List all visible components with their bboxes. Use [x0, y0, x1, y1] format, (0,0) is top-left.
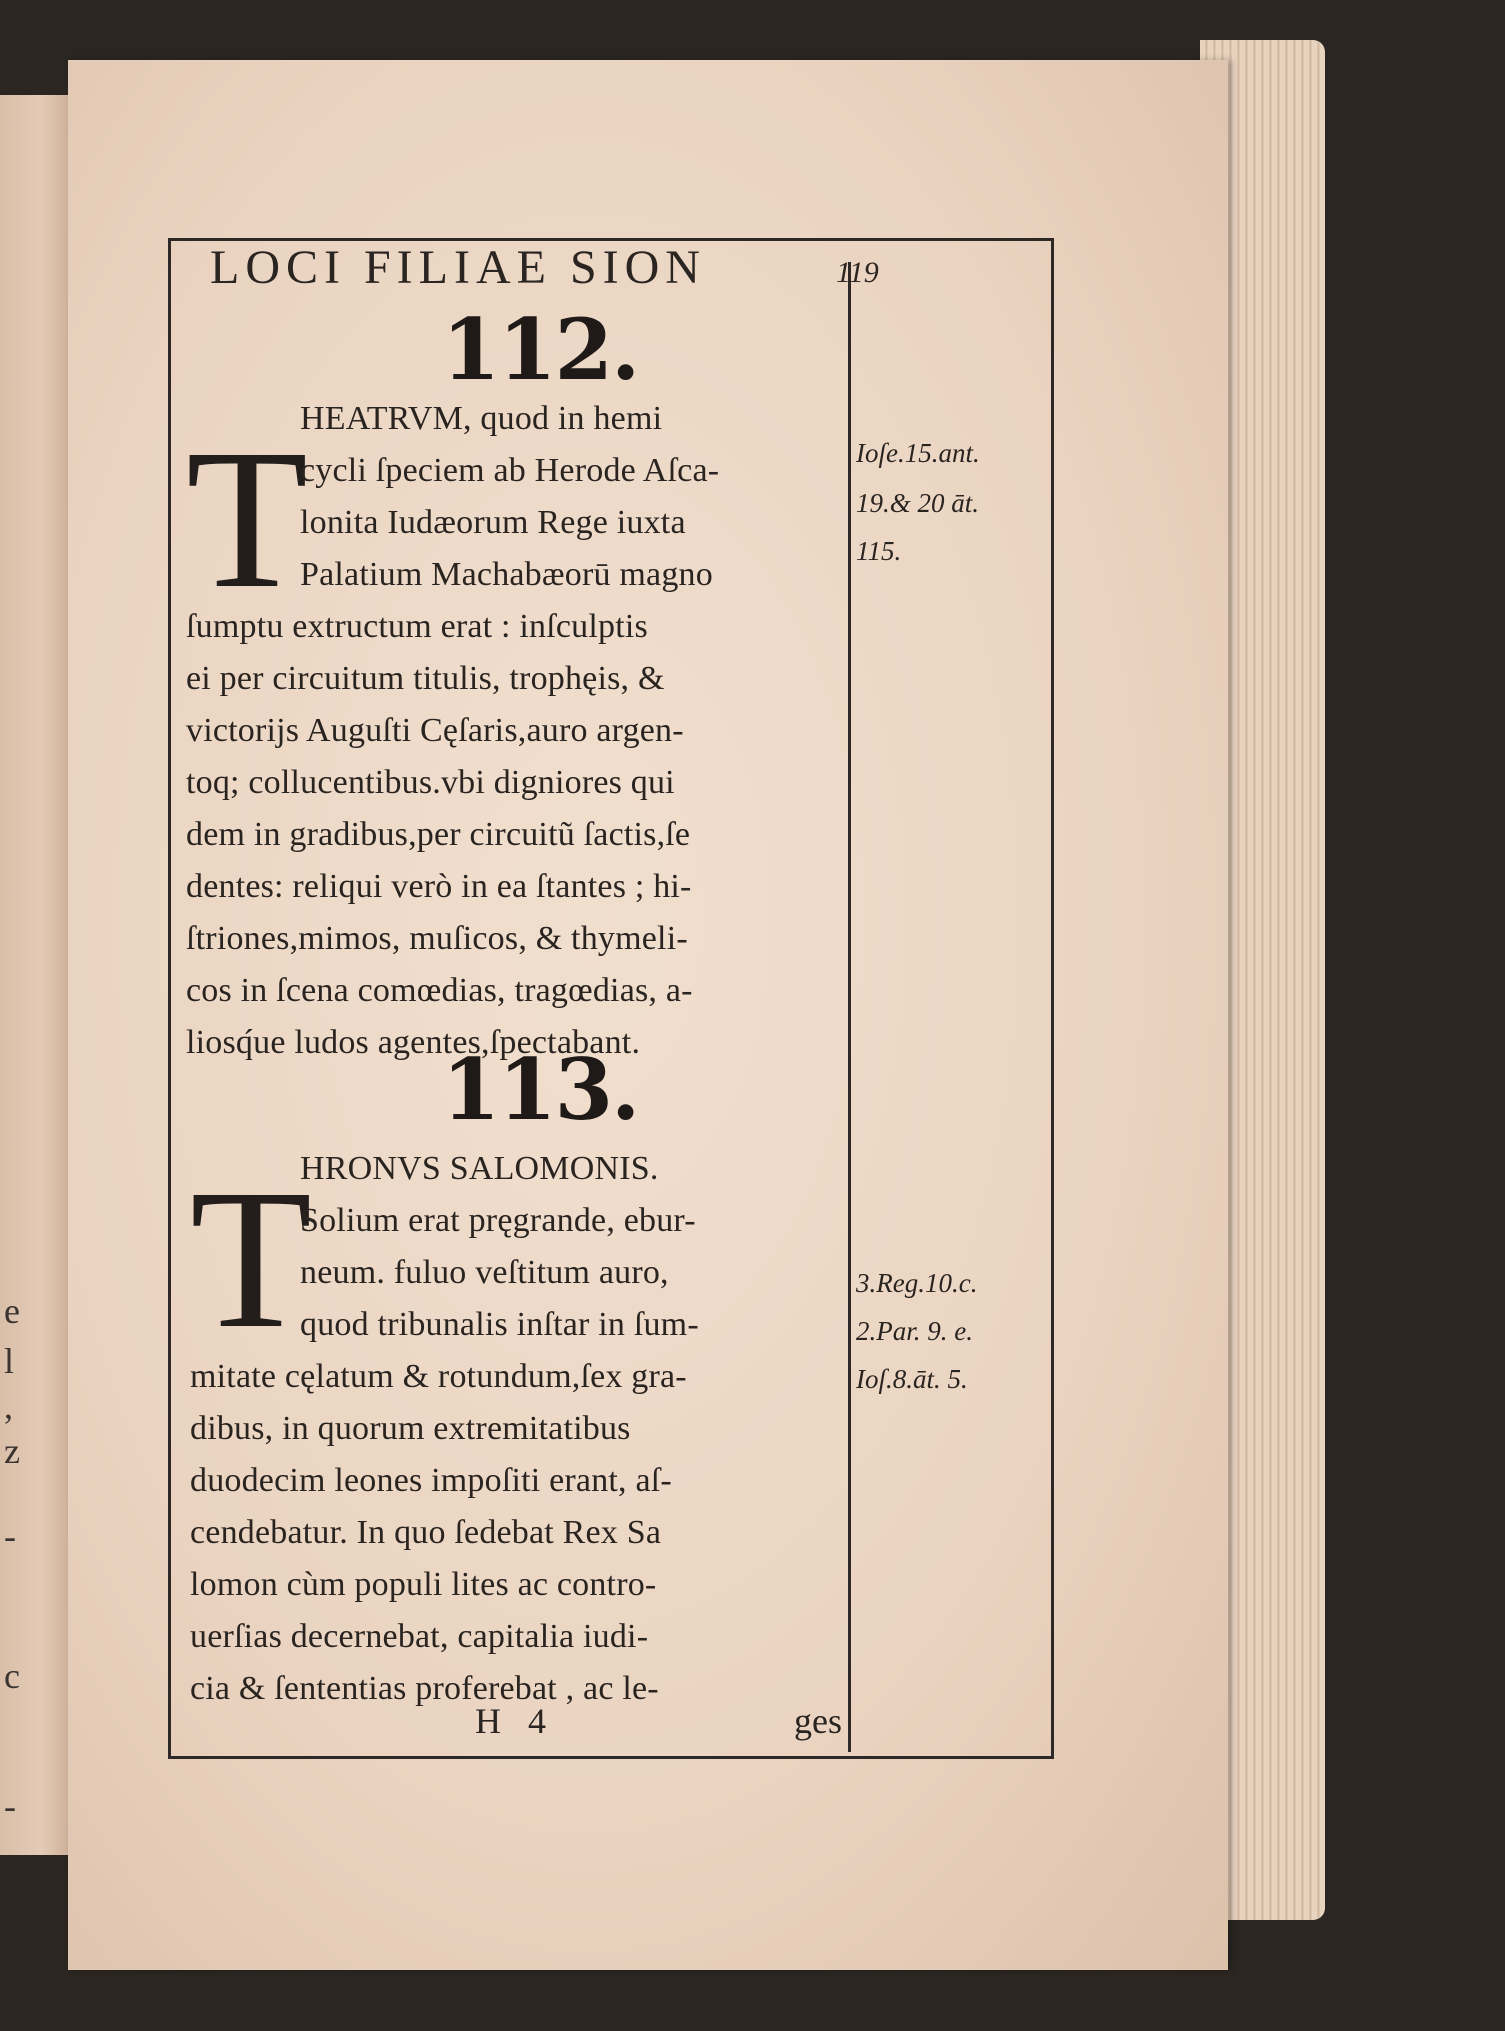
section-number-112: 112. [441, 300, 639, 399]
drop-cap-112: T [186, 409, 309, 630]
margin-note: 19.& 20 āt. [856, 488, 980, 518]
left-page-fragment: - [4, 1786, 16, 1826]
margin-note: 3.Reg.10.c. [856, 1268, 978, 1298]
folio-number: 119 [836, 256, 879, 289]
catchword: ges [794, 1701, 842, 1741]
text-line: liosq́ue ludos agentes,ſpectabant. [186, 1024, 641, 1061]
left-page-fragment: - [4, 1516, 16, 1556]
text-line: Palatium Machabæorū magno [300, 556, 713, 593]
left-page-edge [0, 95, 70, 1855]
left-page-fragment: , [4, 1386, 13, 1426]
margin-rule [848, 262, 851, 1752]
text-line: dentes: reliqui verò in ea ſtantes ; hi- [186, 868, 692, 905]
text-line: cendebatur. In quo ſedebat Rex Sa [190, 1514, 662, 1551]
drop-cap-113: T [190, 1149, 313, 1370]
text-line: duodecim leones impoſiti erant, aſ- [190, 1462, 672, 1499]
section-number-113: 113. [441, 1040, 639, 1139]
text-line: ſumptu extructum erat : inſculptis [186, 608, 648, 645]
margin-note: 115. [856, 536, 902, 566]
margin-note: Ioſe.15.ant. [856, 438, 980, 468]
text-line: cycli ſpeciem ab Herode Aſca- [300, 452, 720, 489]
text-line: HRONVS SALOMONIS. [300, 1150, 659, 1187]
text-line: lomon cùm populi lites ac contro- [190, 1566, 657, 1603]
text-line: ſtriones,mimos, muſicos, & thymeli- [186, 920, 688, 957]
text-line: dem in gradibus,per circuitũ ſactis,ſe [186, 816, 691, 853]
text-line: mitate cęlatum & rotundum,ſex gra- [190, 1358, 687, 1395]
text-line: HEATRVM, quod in hemi [300, 400, 663, 437]
text-line: cos in ſcena comœdias, tragœdias, a- [186, 972, 693, 1009]
text-line: quod tribunalis inſtar in ſum- [300, 1306, 699, 1343]
text-line: Solium erat pręgrande, ebur- [300, 1202, 696, 1239]
text-line: lonita Iudæorum Rege iuxta [300, 504, 686, 541]
left-page-fragment: l [4, 1341, 15, 1381]
text-line: uerſias decernebat, capitalia iudi- [190, 1618, 649, 1655]
text-line: neum. fuluo veſtitum auro, [300, 1254, 669, 1291]
left-page-fragment: z [4, 1431, 20, 1471]
text-line: victorijs Auguſti Cęſaris,auro argen- [186, 712, 684, 749]
text-line: dibus, in quorum extremitatibus [190, 1410, 631, 1447]
left-page-fragment: c [4, 1656, 20, 1696]
text-line: toq; collucentibus.vbi digniores qui [186, 764, 675, 801]
signature-mark: H 4 [475, 1701, 546, 1741]
margin-note: Ioſ.8.āt. 5. [856, 1364, 968, 1394]
margin-note: 2.Par. 9. e. [856, 1316, 973, 1346]
left-page-fragment: e [4, 1291, 20, 1331]
text-line: cia & ſententias proferebat , ac le- [190, 1670, 659, 1707]
running-head: LOCI FILIAE SION [210, 241, 706, 294]
text-line: ei per circuitum titulis, trophęis, & [186, 660, 665, 697]
